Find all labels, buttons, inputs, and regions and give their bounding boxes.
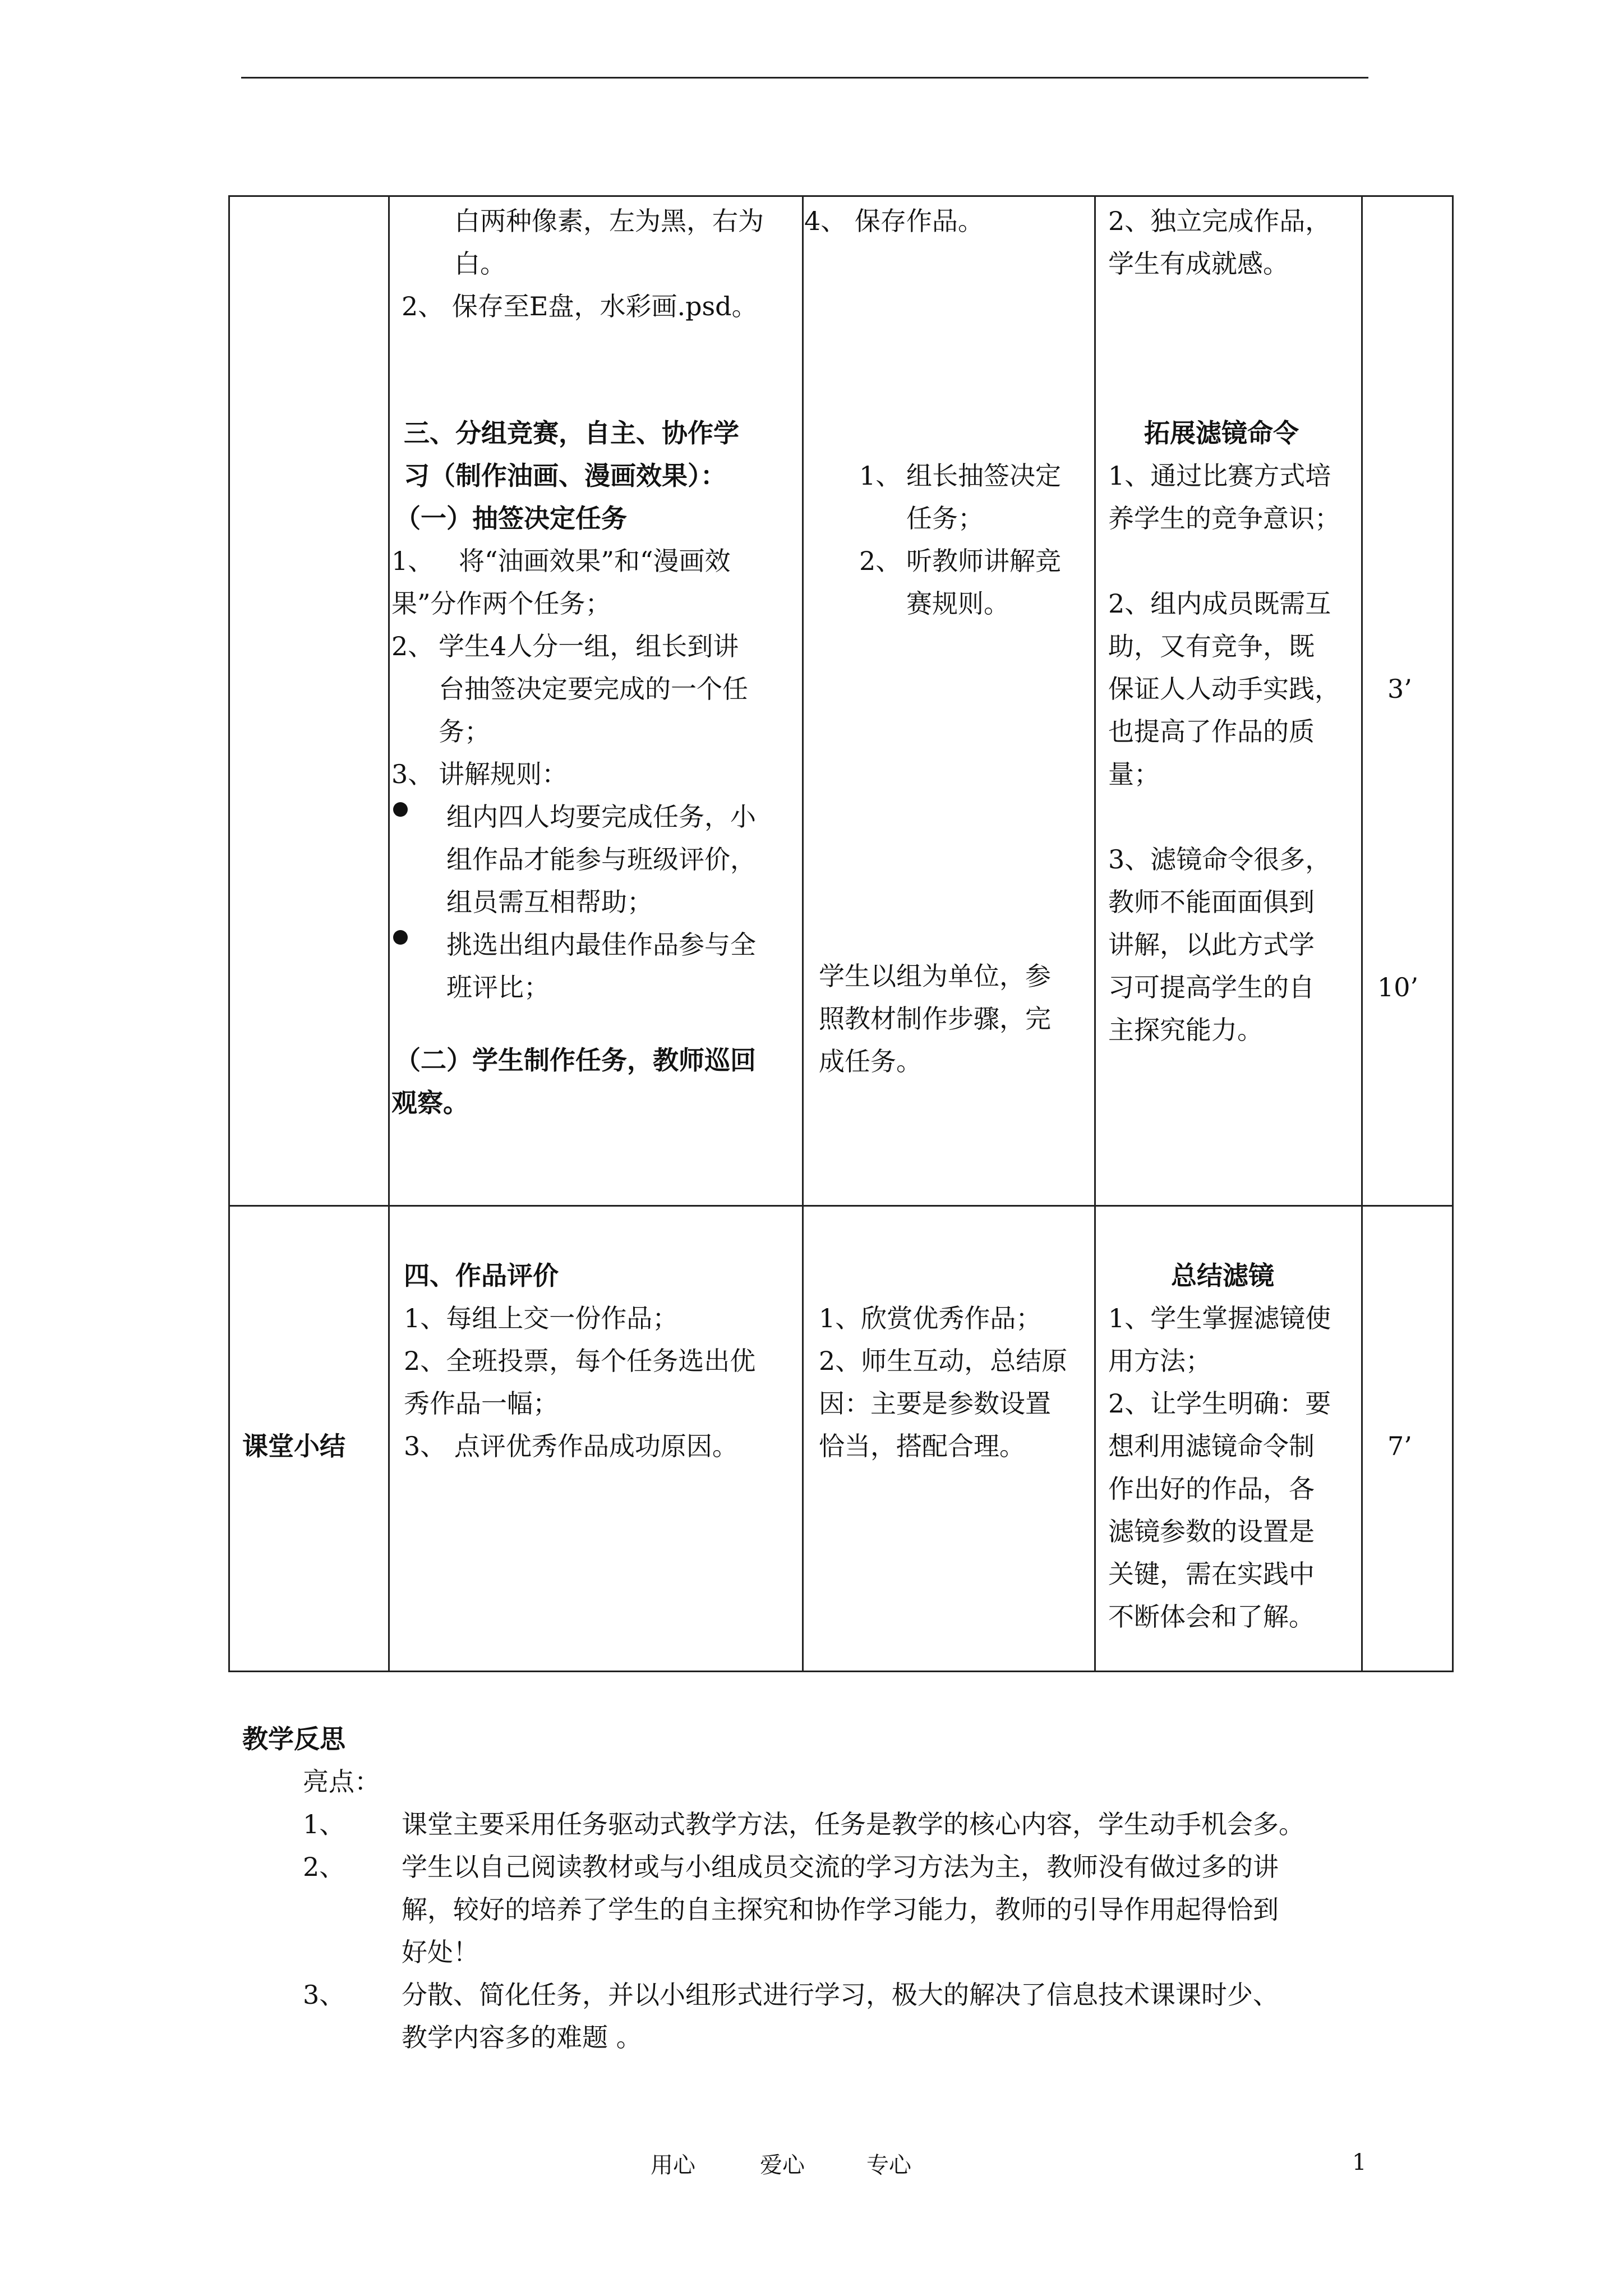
save-step: 2、 保存至E盘，水彩画.psd。 (402, 291, 758, 321)
purpose-3: 3、滤镜命令很多， (1108, 844, 1331, 875)
table-bottom-border (228, 1671, 1454, 1672)
rule-1-text: 组内四人均要完成任务，小 (446, 802, 756, 832)
subsection-2-cont: 观察。 (391, 1088, 469, 1118)
cont-line-2: 白。 (454, 249, 506, 279)
item-3-number: 3、 (391, 759, 434, 789)
activity-2-text-cont: 赛规则。 (906, 588, 1009, 619)
header-rule (241, 77, 1368, 79)
summary-2-cont: 想利用滤镜命令制 (1108, 1431, 1315, 1461)
point-3-text: 分散、简化任务，并以小组形式进行学习，极大的解决了信息技术课课时少、 (402, 1980, 1279, 2010)
activity-2-text: 听教师讲解竞 (906, 546, 1061, 576)
item-2-number: 2、 (391, 631, 434, 661)
evaluation-2: 2、全班投票，每个任务选出优 (404, 1346, 756, 1376)
purpose-2: 2、组内成员既需互 (1108, 588, 1331, 619)
purpose-2-cont3: 也提高了作品的质 (1108, 716, 1315, 747)
purpose-2-cont2: 保证人人动手实践， (1108, 674, 1340, 704)
cont-line-1: 白两种像素，左为黑，右为 (454, 206, 764, 236)
item-3-text: 讲解规则： (439, 759, 568, 789)
point-2-text-cont2: 好处！ (402, 1937, 479, 1967)
summary-filter-title: 总结滤镜 (1171, 1260, 1274, 1291)
purpose-3-cont2: 讲解，以此方式学 (1108, 930, 1315, 960)
student-activity-2-cont2: 恰当，搭配合理。 (819, 1431, 1025, 1461)
purpose-2-cont: 助，又有竞争，既 (1108, 631, 1315, 661)
independent-work: 2、独立完成作品， (1108, 206, 1331, 236)
evaluation-3: 3、 点评优秀作品成功原因。 (404, 1431, 738, 1461)
reflection-title: 教学反思 (242, 1724, 345, 1754)
col-border-2 (388, 195, 390, 1672)
footer-word: 用心 (651, 2152, 695, 2178)
purpose-3-cont4: 主探究能力。 (1108, 1015, 1263, 1045)
subsection-2: （二）学生制作任务，教师巡回 (395, 1045, 756, 1075)
evaluation-1: 1、每组上交一份作品； (404, 1303, 679, 1333)
summary-2-cont3: 滤镜参数的设置是 (1108, 1516, 1315, 1547)
rule-2-text-cont: 班评比； (446, 972, 550, 1002)
independent-work-cont: 学生有成就感。 (1108, 249, 1289, 279)
summary-2: 2、让学生明确：要 (1108, 1388, 1331, 1419)
footer-word: 专心 (866, 2152, 911, 2178)
section-3-title: 三、分组竞赛，自主、协作学 (404, 418, 739, 448)
summary-2-cont2: 作出好的作品，各 (1108, 1474, 1315, 1504)
point-2-text-cont: 解，较好的培养了学生的自主探究和协作学习能力，教师的引导作用起得恰到 (402, 1894, 1279, 1925)
purpose-1: 1、通过比赛方式培 (1108, 461, 1331, 491)
summary-1-cont: 用方法； (1108, 1346, 1211, 1376)
point-2-text: 学生以自己阅读教材或与小组成员交流的学习方法为主，教师没有做过多的讲 (402, 1852, 1279, 1882)
purpose-3-cont3: 习可提高学生的自 (1108, 972, 1315, 1002)
rule-1-text-cont2: 组员需互相帮助； (446, 887, 653, 917)
col-border-6 (1452, 195, 1454, 1672)
bullet-icon (393, 930, 408, 945)
activity-1-number: 1、 (859, 461, 902, 491)
summary-1: 1、学生掌握滤镜使 (1108, 1303, 1331, 1333)
rule-1-text-cont: 组作品才能参与班级评价， (446, 844, 756, 875)
student-activity-1: 1、欣赏优秀作品； (819, 1303, 1042, 1333)
row-divider (228, 1205, 1454, 1207)
student-activity-2-cont: 因：主要是参数设置 (819, 1388, 1051, 1419)
group-activity-cont: 照教材制作步骤，完 (819, 1004, 1051, 1034)
section-3-title-cont: 习（制作油画、漫画效果）： (404, 461, 726, 491)
group-activity: 学生以组为单位，参 (819, 961, 1051, 991)
section-4-title: 四、作品评价 (404, 1260, 559, 1291)
activity-1-text: 组长抽签决定 (906, 461, 1061, 491)
summary-2-cont5: 不断体会和了解。 (1108, 1602, 1315, 1632)
evaluation-2-cont: 秀作品一幅； (404, 1388, 559, 1419)
subsection-1: （一）抽签决定任务 (395, 503, 627, 533)
item-1-text-cont: 果”分作两个任务； (391, 588, 611, 619)
item-2-text: 学生4人分一组，组长到讲 (439, 631, 739, 661)
purpose-3-cont: 教师不能面面俱到 (1108, 887, 1315, 917)
student-activity-2: 2、师生互动，总结原 (819, 1346, 1068, 1376)
point-3-text-cont: 教学内容多的难题 。 (402, 2022, 642, 2053)
point-2-number: 2、 (303, 1852, 345, 1882)
activity-1-text-cont: 任务； (906, 503, 984, 533)
item-2-text-cont2: 务； (439, 716, 490, 747)
activity-2-number: 2、 (859, 546, 902, 576)
point-1-text: 课堂主要采用任务驱动式教学方法，任务是教学的核心内容，学生动手机会多。 (402, 1809, 1304, 1839)
col-border-5 (1361, 195, 1363, 1672)
highlights-label: 亮点： (303, 1766, 380, 1797)
bullet-icon (393, 802, 408, 817)
time-allocation: 3’ (1387, 674, 1412, 704)
group-activity-cont2: 成任务。 (819, 1046, 922, 1076)
col-border-1 (228, 195, 230, 1672)
purpose-1-cont: 养学生的竞争意识； (1108, 503, 1340, 533)
rule-2-text: 挑选出组内最佳作品参与全 (446, 930, 756, 960)
item-1-number: 1、 (391, 546, 434, 576)
purpose-2-cont4: 量； (1108, 759, 1160, 789)
col-border-3 (802, 195, 804, 1672)
summary-2-cont4: 关键，需在实践中 (1108, 1559, 1315, 1589)
footer-word: 爱心 (760, 2152, 805, 2178)
item-1-text: 将“油画效果”和“漫画效 (459, 546, 731, 576)
stage-label: 课堂小结 (242, 1431, 345, 1461)
time-allocation: 10’ (1377, 972, 1419, 1002)
table-top-border (228, 195, 1454, 197)
point-3-number: 3、 (303, 1980, 345, 2010)
point-1-number: 1、 (303, 1809, 345, 1839)
item-2-text-cont: 台抽签决定要完成的一个任 (439, 674, 748, 704)
col-border-4 (1094, 195, 1096, 1672)
page-number: 1 (1352, 2150, 1367, 2175)
save-work-step: 4、 保存作品。 (804, 206, 984, 236)
time-allocation: 7’ (1387, 1431, 1412, 1461)
extend-filter-title: 拓展滤镜命令 (1144, 418, 1299, 448)
